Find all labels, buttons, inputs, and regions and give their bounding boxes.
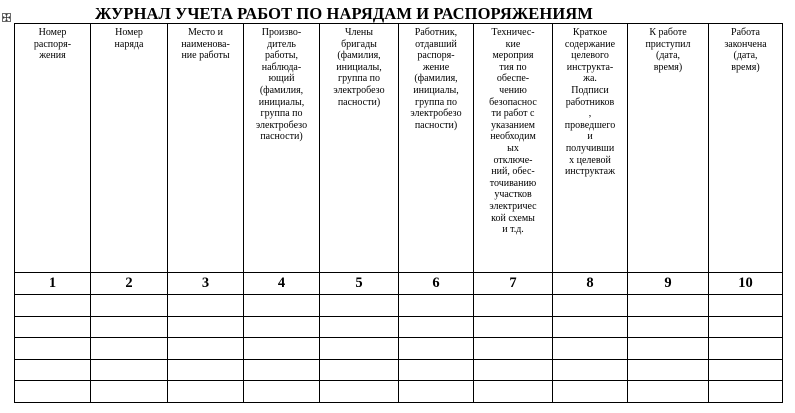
table-cell[interactable] bbox=[320, 381, 399, 403]
table-cell[interactable] bbox=[628, 338, 709, 360]
table-cell[interactable] bbox=[709, 381, 783, 403]
table-cell[interactable] bbox=[168, 381, 244, 403]
table-cell[interactable] bbox=[91, 381, 168, 403]
table-cell[interactable] bbox=[168, 316, 244, 338]
table-cell[interactable] bbox=[709, 295, 783, 317]
header-cell-permit-number[interactable] bbox=[91, 24, 168, 273]
table-cell[interactable] bbox=[244, 338, 320, 360]
header-cell-order-number[interactable] bbox=[15, 24, 91, 273]
table-cell[interactable] bbox=[244, 295, 320, 317]
table-cell[interactable] bbox=[244, 381, 320, 403]
table-cell[interactable] bbox=[474, 295, 553, 317]
table-cell[interactable] bbox=[320, 338, 399, 360]
table-cell[interactable] bbox=[399, 295, 474, 317]
table-cell[interactable] bbox=[320, 316, 399, 338]
table-cell[interactable] bbox=[628, 295, 709, 317]
table-cell[interactable] bbox=[628, 316, 709, 338]
header-cell-order-issuer[interactable] bbox=[399, 24, 474, 273]
table-cell[interactable] bbox=[628, 381, 709, 403]
header-label: Произво- дитель работы, наблюда- ющий (фамилия, инициалы, группа по электробезо пасности) bbox=[255, 27, 308, 143]
header-cell-work-supervisor[interactable] bbox=[244, 24, 320, 273]
table-move-handle-icon[interactable] bbox=[2, 13, 11, 22]
column-number-cell[interactable]: 3 bbox=[168, 273, 244, 295]
column-number-cell[interactable]: 5 bbox=[320, 273, 399, 295]
header-label: Работа закончена (дата, время) bbox=[724, 27, 767, 73]
table-cell[interactable] bbox=[399, 338, 474, 360]
table-cell[interactable] bbox=[553, 295, 628, 317]
table-cell[interactable] bbox=[168, 359, 244, 381]
table-cell[interactable] bbox=[474, 316, 553, 338]
table-cell[interactable] bbox=[474, 359, 553, 381]
table-row bbox=[15, 316, 783, 338]
header-cell-work-location[interactable] bbox=[168, 24, 244, 273]
table-cell[interactable] bbox=[15, 316, 91, 338]
table-row bbox=[15, 338, 783, 360]
header-label: Члены бригады (фамилия, инициалы, группа по электробезо пасности) bbox=[333, 27, 385, 108]
header-label: Краткое содержание целевого инструкта- жа. Подписи работников , проведшего и получивши х целевой инструктаж bbox=[564, 27, 616, 178]
column-number-cell[interactable]: 2 bbox=[91, 273, 168, 295]
table-cell[interactable] bbox=[399, 381, 474, 403]
table-cell[interactable] bbox=[553, 359, 628, 381]
header-label: Место и наименова- ние работы bbox=[181, 27, 230, 62]
table-cell[interactable] bbox=[709, 316, 783, 338]
table-cell[interactable] bbox=[320, 359, 399, 381]
table-cell[interactable] bbox=[628, 359, 709, 381]
header-cell-briefing-summary[interactable] bbox=[553, 24, 628, 273]
four-arrows-icon bbox=[3, 14, 10, 21]
header-label: Номер распоря- жения bbox=[33, 27, 72, 62]
table-cell[interactable] bbox=[91, 316, 168, 338]
table-cell[interactable] bbox=[399, 359, 474, 381]
document-title: ЖУРНАЛ УЧЕТА РАБОТ ПО НАРЯДАМ И РАСПОРЯЖЕНИЯМ bbox=[95, 4, 593, 23]
table-cell[interactable] bbox=[244, 359, 320, 381]
table-row bbox=[15, 381, 783, 403]
table-cell[interactable] bbox=[15, 359, 91, 381]
column-number-cell[interactable]: 7 bbox=[474, 273, 553, 295]
header-label: Техничес- кие мероприя тия по обеспе- чению безопаснос ти работ с указанием необходим ых отключе- ний, обес- точиванию участков электричес кой схемы и т.д. bbox=[489, 27, 537, 236]
header-label: Работник, отдавший распоря- жение (фамилия, инициалы, группа по электробезо пасности) bbox=[410, 27, 462, 131]
table-cell[interactable] bbox=[474, 338, 553, 360]
column-number-cell[interactable]: 10 bbox=[709, 273, 783, 295]
table-cell[interactable] bbox=[15, 338, 91, 360]
table-cell[interactable] bbox=[244, 316, 320, 338]
table-cell[interactable] bbox=[91, 338, 168, 360]
table-cell[interactable] bbox=[15, 381, 91, 403]
header-cell-work-finished[interactable] bbox=[709, 24, 783, 273]
table-cell[interactable] bbox=[553, 338, 628, 360]
column-number-cell[interactable]: 1 bbox=[15, 273, 91, 295]
table-cell[interactable] bbox=[553, 316, 628, 338]
header-label: Номер наряда bbox=[114, 27, 144, 50]
table-cell[interactable] bbox=[709, 338, 783, 360]
column-number-cell[interactable]: 9 bbox=[628, 273, 709, 295]
table-cell[interactable] bbox=[474, 381, 553, 403]
table-cell[interactable] bbox=[709, 359, 783, 381]
work-journal-table bbox=[14, 23, 783, 403]
table-cell[interactable] bbox=[320, 295, 399, 317]
table-cell[interactable] bbox=[168, 338, 244, 360]
table-row bbox=[15, 359, 783, 381]
table-cell[interactable] bbox=[15, 295, 91, 317]
table-cell[interactable] bbox=[91, 359, 168, 381]
header-cell-crew-members[interactable] bbox=[320, 24, 399, 273]
column-number-cell[interactable]: 6 bbox=[399, 273, 474, 295]
header-cell-safety-measures[interactable] bbox=[474, 24, 553, 273]
header-label: К работе приступил (дата, время) bbox=[645, 27, 691, 73]
table-cell[interactable] bbox=[91, 295, 168, 317]
column-number-row bbox=[15, 273, 783, 295]
table-cell[interactable] bbox=[168, 295, 244, 317]
table-row bbox=[15, 295, 783, 317]
column-number-cell[interactable]: 4 bbox=[244, 273, 320, 295]
header-cell-work-started[interactable] bbox=[628, 24, 709, 273]
table-cell[interactable] bbox=[399, 316, 474, 338]
table-header-row bbox=[15, 24, 783, 273]
column-number-cell[interactable]: 8 bbox=[553, 273, 628, 295]
table-cell[interactable] bbox=[553, 381, 628, 403]
